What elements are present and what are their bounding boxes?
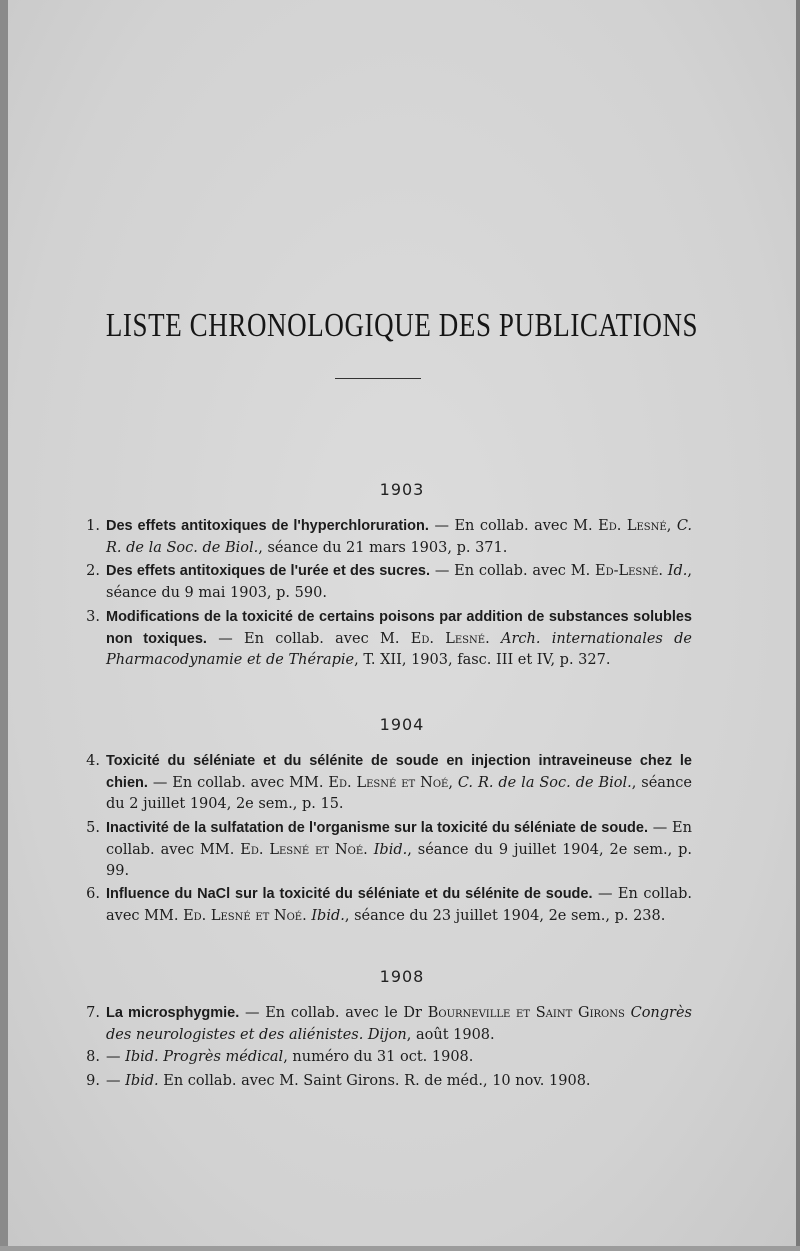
publication-entry-5 [70,818,692,883]
entry-number: 8. [86,1049,100,1065]
entry-journal: C. R. de la Soc. de Biol. [457,774,632,791]
publication-entry-7 [70,1003,692,1046]
entry-number: 2. [86,563,100,579]
year-heading-1904: 1904 [379,715,425,734]
publication-entry-4 [70,751,692,816]
entry-text: . [658,563,668,579]
entry-text: — En collab. avec M. [428,518,599,534]
entry-text: — En collab. avec MM. [106,820,692,858]
entry-author: Ed. Lesné [598,518,667,534]
entry-text: , séance du 2 juillet 1904, 2e sem., p. 15. [106,774,692,812]
entry-number: 4. [86,753,100,769]
entry-title: Toxicité du séléniate et du sélénite de soude en injection intraveineuse chez le chien. [106,753,692,791]
entry-number: 6. [86,886,100,902]
entry-journal: Ibid. [125,1073,159,1089]
entry-title: La microsphygmie. [106,1005,240,1021]
entry-number: 9. [86,1073,100,1089]
page-title: LISTE CHRONOLOGIQUE DES PUBLICATIONS [105,306,699,344]
entry-text: . [363,841,374,858]
entry-author: Bourneville et Saint Girons [427,1005,625,1021]
entry-journal: Arch. internationales de Pharmacodynamie et de Thérapie [106,630,693,668]
publication-entry-1 [70,516,692,559]
publication-entry-6 [70,884,692,927]
publication-entry-2 [70,561,692,604]
entry-title: Modifications de la toxicité de certains poisons par addition de substances solubles non toxiques. [106,609,692,647]
entry-title: Des effets antitoxiques de l'urée et des sucres. [106,563,431,579]
entry-text: , numéro du 31 oct. 1908. [283,1049,474,1065]
title-rule [335,378,421,379]
entry-text: — En collab. avec le Dr [239,1005,428,1021]
entry-journal: Ibid. Progrès médical [125,1049,284,1065]
year-heading-1908: 1908 [379,967,425,986]
document-page [8,0,796,1246]
entry-title: Des effets antitoxiques de l'hyperchloruration. [106,518,429,534]
entry-author: Ed. Lesné et Noé [240,841,364,858]
entry-journal: C. R. de la Soc. de Biol. [106,518,693,556]
entry-author: Ed. Lesné et Noé [328,774,449,791]
entry-text: , T. XII, 1903, fasc. III et IV, p. 327. [354,652,611,668]
entry-text: , séance du 21 mars 1903, p. 371. [258,539,508,556]
entry-author: Ed. Lesné [410,630,486,647]
entry-number: 7. [86,1005,100,1021]
publication-entry-8 [70,1047,692,1069]
entry-journal: Id. [667,563,688,579]
entry-text: , séance du 9 juillet 1904, 2e sem., p. 99. [106,841,693,879]
entry-text: — [106,1073,126,1089]
entry-text: . [302,907,312,924]
entry-text: — [106,1049,126,1065]
entry-number: 1. [86,518,100,534]
entry-title: Influence du NaCl sur la toxicité du séléniate et du sélénite de soude. [106,886,593,902]
entry-journal: Congrès des neurologistes et des aliénistes. Dijon [106,1005,692,1043]
entry-author: Ed. Lesné et Noé [183,907,303,924]
entry-author: Ed-Lesné [595,563,659,579]
entry-journal: Ibid. [311,907,345,924]
entry-text: , août 1908. [406,1026,495,1043]
scan-edge-left [0,0,8,1251]
entry-text: , [666,518,677,534]
scan-edge-bottom [0,1246,800,1251]
entry-number: 5. [86,820,100,836]
publication-entry-3 [70,607,692,672]
entry-text: — En collab. avec MM. [147,774,329,791]
entry-title: Inactivité de la sulfatation de l'organisme sur la toxicité du séléniate de soude. [106,820,649,836]
entry-number: 3. [86,609,100,625]
entry-journal: Ibid. [373,841,408,858]
publication-entry-9 [70,1071,692,1093]
entry-text: , séance du 23 juillet 1904, 2e sem., p. 238. [344,907,666,924]
entry-text: , séance du 9 mai 1903, p. 590. [106,563,693,601]
entry-text: En collab. avec M. Saint Girons. R. de méd., 10 nov. 1908. [158,1073,591,1089]
entry-text: — En collab. avec MM. [106,886,692,924]
entry-text: — En collab. avec M. [430,563,595,579]
entry-text: , [448,774,458,791]
year-heading-1903: 1903 [379,480,425,499]
entry-text: — En collab. avec M. [206,630,411,647]
entry-text: . [485,630,501,647]
